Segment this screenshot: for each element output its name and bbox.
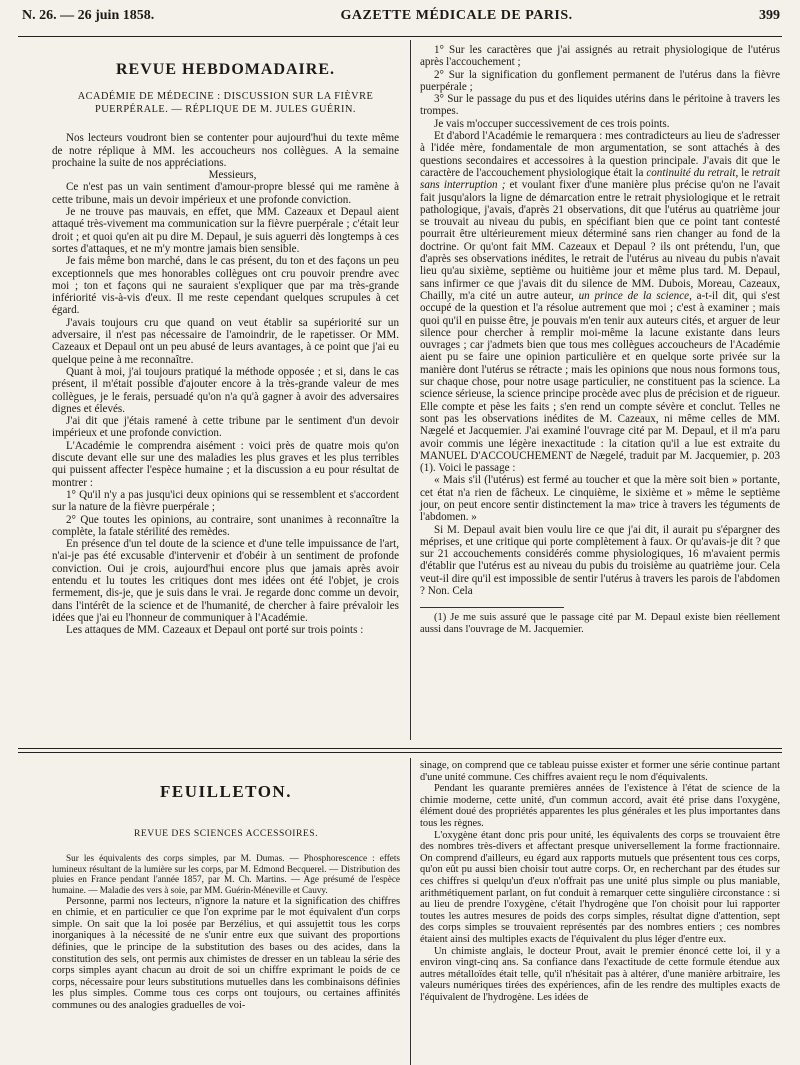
point-1: 1° Sur les caractères que j'ai assignés au retrait physiologique de l'utérus après l'accouchement ;: [420, 44, 780, 69]
text-run: et voulant fixer d'une manière plus précise qu'on ne l'avait fait jusqu'alors la ligne de démarcation entre le retrait physiologique et le retrait pathologique, j'avais, d'après 21 observations, dit que l'utérus au quatrième jour se trouvait au niveau du pubis, en spécifiant bien que ce point tant contesté pourrait être ultérieurement mieux déterminé sans rien changer au fond de la doctrine. Or qu'ont fait MM. Cazeaux et Depaul ? ils ont prétendu, l'un, que d'après ses observations inédites, le retrait de l'utérus au niveau du pubis n'avait lieu qu'au sixième, septième ou huitième jour et même plus tard. M. Depaul, sans infirmer ce que j'avais dit du silence de MM. Dubois, Moreau, Cazeaux, Chailly, m'a cité un autre auteur,: [420, 179, 780, 302]
paragraph: Pendant les quarante premières années de l'existence à l'état de science de la chimie moderne, cette unité, d'un commun accord, avait été prise dans l'oxygène, élément doué des propriétés apparentes les plus générales et les plus importantes dans tous les règnes.: [420, 783, 780, 829]
paragraph: En présence d'un tel doute de la science et d'une telle impuissance de l'art, n'ai-je pas été excusable d'intervenir et d'obéir à un sentiment de profonde conviction. Oui je crois, aujourd'hui encore plus que jamais après avoir entendu et lu toutes les critiques dont mes idées ont été l'objet, je crois fermement, dis-je, que je suis dans le vrai. Je regarde donc comme un devoir, dans l'intérêt de la science et de l'humanité, de chercher à faire prévaloir les idées que j'ai eu l'honneur de communiquer à l'Académie.: [52, 538, 399, 624]
paragraph: Je fais même bon marché, dans le cas présent, du ton et des façons un peu exceptionnels que mes honorables collègues ont cru pouvoir prendre avec moi ; ton et façons qui ne sauraient s'expliquer que par ma très-grande infériorité vis-à-vis d'eux. Il me reste cependant quelques scrupules à cet égard.: [52, 255, 399, 317]
revue-column-right: [420, 44, 780, 636]
salutation: Messieurs,: [208, 169, 257, 182]
column-divider: [410, 40, 411, 740]
page-number: 399: [758, 8, 780, 23]
editor-note: Nos lecteurs voudront bien se contenter pour aujourd'hui du texte même de notre réplique à MM. les accoucheurs nos collègues. A la semaine prochaine la suite de nos appréciations.: [52, 132, 399, 169]
paragraph: 1° Qu'il n'y a pas jusqu'ici deux opinions qui se ressemblent et s'accordent sur la nature de la fièvre puerpérale ;: [52, 488, 399, 514]
feuilleton-rule: [18, 748, 782, 749]
column-divider-lower: [410, 758, 411, 1065]
paragraph: J'avais toujours cru que quand on veut établir sa supériorité sur un adversaire, il n'est pas nécessaire de l'amoindrir, de le rapetisser. Or MM. Cazeaux et Depaul ont un peu abusé de leurs avantages, à ce point que j'ai eu quelque peine à me reconnaître.: [52, 316, 399, 366]
paragraph: Je vais m'occuper successivement de ces trois points.: [434, 117, 670, 130]
revue-subtitle: ACADÉMIE DE MÉDECINE : DISCUSSION SUR LA FIÈVRE PUERPÉRALE. — RÉPLIQUE DE M. JULES GUÉRIN.: [77, 91, 374, 116]
paragraph: [420, 130, 780, 474]
page-header: [22, 8, 780, 32]
feuilleton-column-left: [52, 760, 400, 1012]
text-run: Et d'abord l'Académie le remarquera : mes contradicteurs au lieu de s'adresser à l'idée mère, fondamentale de mon argumentation, se sont attachés à des questions secondaires et accessoires à la question principale. J'avais dit que le caractère de l'accouchement physiologique était la: [420, 130, 780, 179]
italic-run: retrait sans interruption ;: [420, 166, 781, 192]
revue-column-left: [52, 44, 399, 636]
feuilleton-section: REVUE DES SCIENCES ACCESSOIRES.: [134, 827, 318, 839]
point-3: 3° Sur le passage du pus et des liquides utérins dans le péritoine à travers les trompes.: [420, 93, 780, 118]
paragraph: 2° Que toutes les opinions, au contraire, sont unanimes à reconnaître la complète, la fatale stérilité des remèdes.: [52, 513, 399, 538]
text-run: , a-t-il dit, qui s'est occupé de la question et l'a résolue autrement que moi ; c'est à examiner ; mais quoi qu'il en puisse être, je pouvais m'en tenir aux auteurs cités, et arguer de leur silence pour chercher à remplir moi-même la lacune existante dans leurs ouvrages ; car j'admets bien que tous mes collègues accoucheurs de l'Académie aient pu se faire une opinion particulière et en quelque sorte privée sur la manière dont l'utérus se rétracte ; mais les opinions que nous nous formons tous, sur chaque chose, pour notre usage particulier, ne constituent pas la science. La science sérieuse, la science principe procède avec plus de précision et de rigueur. Elle compte et pèse les faits ; s'en rend un compte sévère et conclut. Telles ne sont pas les observations inédites de M. Cazeaux, ni même celles de MM. Nægelé et Jacquemier. J'ai examiné l'ouvrage cité par M. Depaul, et il m'a paru avoir commis une légère inexactitude : la citation qu'il a lue est extraite du MANUEL D'ACCOUCHEMENT de Nægelé, traduit par M. Jacquemier, p. 203 (1). Voici le passage :: [420, 289, 781, 475]
paragraph: J'ai dit que j'étais ramené à cette tribune par le sentiment d'un devoir impérieux et une profonde conviction.: [52, 415, 399, 440]
italic-run: un prince de la science: [578, 289, 690, 302]
feuilleton-title: FEUILLETON.: [160, 782, 292, 801]
journal-title: GAZETTE MÉDICALE DE PARIS.: [340, 8, 573, 23]
point-2: 2° Sur la signification du gonflement permanent de l'utérus dans la fièvre puerpérale ;: [420, 68, 780, 93]
paragraph: Je ne trouve pas mauvais, en effet, que MM. Cazeaux et Depaul aient attaqué très-vivement ma communication sur la fièvre puerpérale ; c'était leur droit ; et quoi qu'en ait pu dire M. Depaul, je suis aguerri dès longtemps à ces sortes d'attaques, et ne m'y montre jamais bien sensible.: [52, 206, 399, 255]
paragraph: Un chimiste anglais, le docteur Prout, avait le premier énoncé cette loi, il y a environ vingt-cinq ans. Sa confiance dans l'exactitude de cette formule étendue aux autres métalloïdes était telle, qu'il n'hésitait pas à altérer, d'une manière arbitraire, les valeurs numériques tirées des expériences, afin de les rendre des multiples exacts de l'équivalent de l'hydrogène. Les idées de: [420, 945, 780, 1003]
feuilleton-summary: Sur les équivalents des corps simples, par M. Dumas. — Phosphorescence : effets lumineux résultant de la lumière sur les corps, par M. Edmond Becquerel. — Distribution des pluies en France pendant l'année 1857, par M. Ch. Martins. — Age présumé de l'espèce humaine. — Maladie des vers à soie, par MM. Guérin-Méneville et Cauvy.: [52, 853, 400, 895]
paragraph: Les attaques de MM. Cazeaux et Depaul ont porté sur trois points :: [66, 624, 364, 637]
header-rule: [18, 36, 782, 37]
revue-title: REVUE HEBDOMADAIRE.: [115, 61, 335, 78]
paragraph: Quant à moi, j'ai toujours pratiqué la méthode opposée ; et si, dans le cas présent, il m'était possible d'ajouter encore à la très-grande valeur de mes collègues, je le ferais, persuadé qu'on n'a qu'à gagner à avoir des adversaires dignes et élevés.: [52, 365, 399, 415]
italic-run: continuité du retrait: [646, 166, 736, 179]
paragraph: Si M. Depaul avait bien voulu lire ce que j'ai dit, il aurait pu s'épargner des méprises, et une critique qui porte complètement à faux. Or qu'avais-je dit ? que sur 21 accouchements considérés comme physiologiques, 16 m'avaient permis d'établir que l'utérus est au niveau du pubis du troisième au quatrième jour. Cela veut-il dire qu'il est impossible de sentir l'utérus à travers les parois de l'abdomen ? Non. Cela: [420, 523, 780, 598]
issue-date: N. 26. — 26 juin 1858.: [22, 8, 155, 23]
paragraph: L'oxygène étant donc pris pour unité, les équivalents des corps se trouvaient être des nombres très-divers et affectant presque universellement la forme fractionnaire. On comprend d'ailleurs, eu égard aux rapports mutuels que présentent tous ces corps, qu'on eût pu aussi bien choisir tout autre corps. Or, en recherchant par des études sur ces chiffres si quelqu'un d'eux n'offrait pas une unité plus simple ou plus maniable, arithmétiquement parlant, on fut conduit à remarquer cette singulière circonstance : si au lieu de prendre l'oxygène, c'était l'hydrogène que l'on choisit pour lui rapporter toutes les autres mesures de poids des corps simples, résultat digne d'attention, sept des corps simples se trouvaient représentés par des nombres entiers ; ces nombres étaient ainsi des multiples exacts de l'équivalent du plus léger d'entre eux.: [420, 829, 780, 945]
paragraph: sinage, on comprend que ce tableau puisse exister et former une série continue partant d'une unité commune. Ces chiffres avaient reçu le nom d'équivalents.: [420, 760, 780, 783]
text-run: , le: [735, 166, 753, 179]
feuilleton-rule-thin: [18, 752, 782, 753]
footnote: (1) Je me suis assuré que le passage cité par M. Depaul existe bien réellement aussi dans l'ouvrage de M. Jacquemier.: [420, 612, 780, 636]
paragraph: Personne, parmi nos lecteurs, n'ignore la nature et la signification des chiffres en chimie, et en particulier ce que l'on exprime par le mot équivalent d'un corps simple. On sait que la loi posée par Berzélius, et qui assujettit tous les corps inorganiques à la nécessité de ne s'unir entre eux que suivant des proportions définies, que le principe de la substitution des bases ou des acides, dans la constitution des sels, ont permis aux chimistes de dresser en un tableau la série des corps simples ayant chacun au droit de soi un chiffre exprimant le poids de ce corps, nécessaire pour leurs substitutions mutuelles dans les combinaisons définies les plus simples. Comme tous ces corps ont toujours, ou certaines affinités communes ou des analogies graduelles de voi-: [52, 895, 400, 1011]
footnote-rule: [420, 607, 564, 608]
quotation: « Mais s'il (l'utérus) est fermé au toucher et que la mère soit bien » portante, cet état n'a rien de fâcheux. Le cinquième, le sixième et » même le septième jour, on peut encore sentir distinctement la ma» trice à travers les téguments de l'abdomen. »: [420, 474, 780, 524]
feuilleton-column-right: [420, 760, 780, 1003]
paragraph: Ce n'est pas un vain sentiment d'amour-propre blessé qui me ramène à cette tribune, mais un devoir impérieux et une profonde conviction.: [52, 181, 399, 206]
paragraph: L'Académie le comprendra aisément : voici près de quatre mois qu'on discute devant elle sur une des maladies les plus graves et les plus terribles qui puissent affecter l'espèce humaine ; et la discussion a eu pour résultat de montrer :: [52, 439, 399, 489]
